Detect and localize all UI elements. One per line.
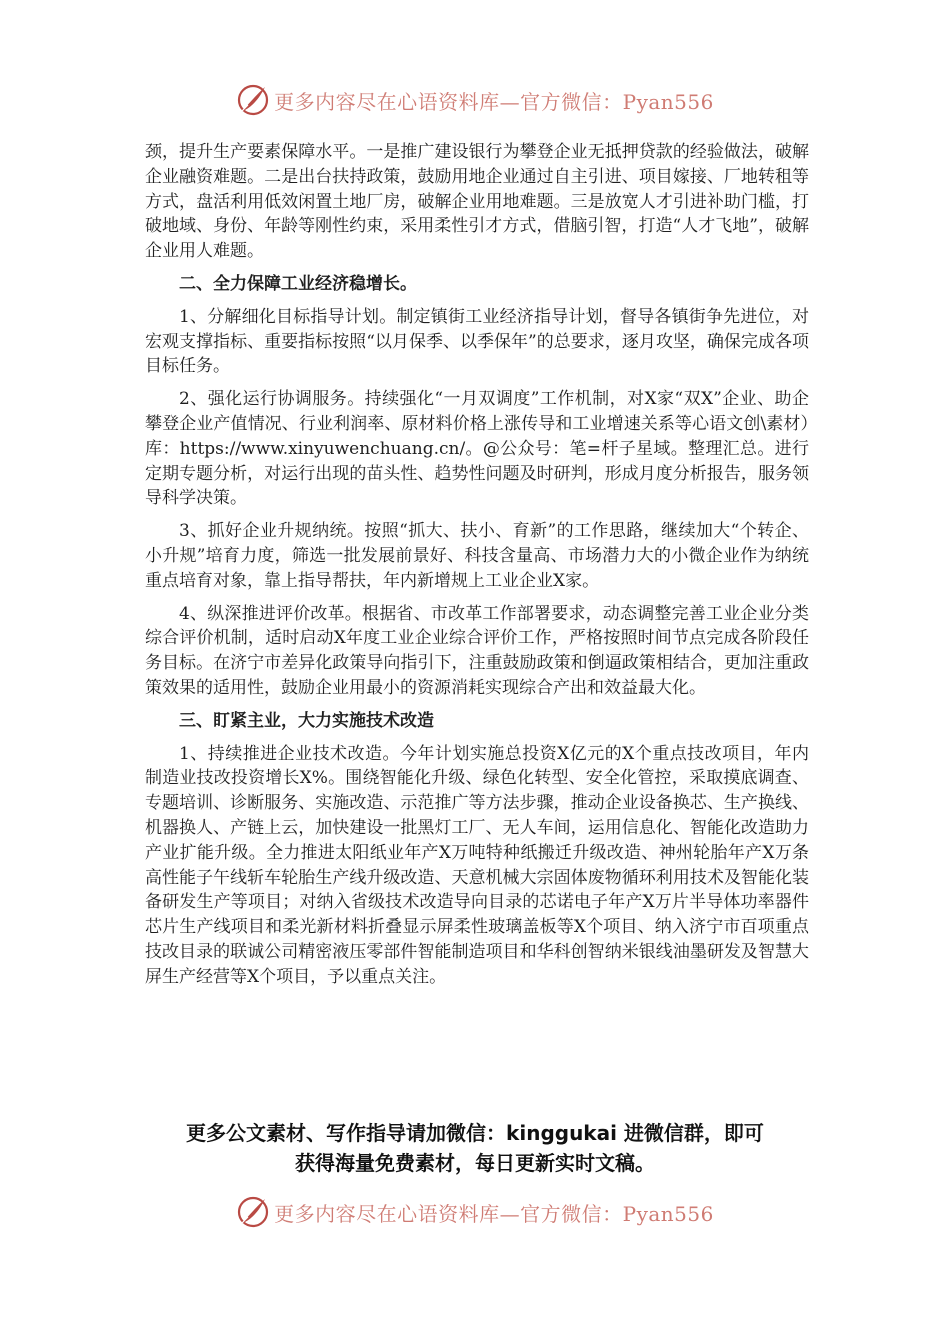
footer-banner	[0, 1192, 950, 1232]
quill-pen-logo-icon	[236, 83, 270, 117]
promo-line-1: 更多公文素材、写作指导请加微信：kinggukai 进微信群，即可	[186, 1121, 764, 1145]
section-heading-3: 三、盯紧主业，大力实施技术改造	[179, 710, 434, 731]
paragraph: 1、持续推进企业技术改造。今年计划实施总投资X亿元的X个重点技改项目，年内制造业技改投资增长X%。围绕智能化升级、绿色化转型、安全化管控，采取摸底调查、专题培训、诊断服务、实施改造、示范推广等方法步骤，推动企业设备换芯、生产换线、机器换人、产链上云，加快建设一批黑灯工厂、无人车间，运用信息化、智能化改造助力产业扩能升级。全力推进太阳纸业年产X万吨特种纸搬迁升级改造、神州轮胎年产X万条高性能子午线斩车轮胎生产线升级改造、天意机械大宗固体废物循环利用技术及智能化装备研发生产等项目；对纳入省级技术改造导向目录的芯诺电子年产X万片半导体功率器件芯片生产线项目和柔光新材料折叠显示屏柔性玻璃盖板等X个项目、纳入济宁市百项重点技改目录的联诚公司精密液压零部件智能制造项目和华科创智纳米银线油墨研发及智慧大屏生产经营等X个项目，予以重点关注。	[145, 743, 809, 987]
header-banner	[0, 80, 950, 120]
paragraph: 3、抓好企业升规纳统。按照“抓大、扶小、育新”的工作思路，继续加大“个转企、小升规”培育力度，筛选一批发展前景好、科技含量高、市场潜力大的小微企业作为纳统重点培育对象，靠上指导帮扶，年内新增规上工业企业X家。	[145, 521, 809, 591]
banner-text: 更多内容尽在心语资料库—官方微信：Pyan556	[274, 1201, 714, 1226]
paragraph: 颈，提升生产要素保障水平。一是推广建设银行为攀登企业无抵押贷款的经验做法，破解企业融资难题。二是出台扶持政策，鼓励用地企业通过自主引进、项目嫁接、厂地转租等方式，盘活利用低效闲置土地厂房，破解企业用地难题。三是放宽人才引进补助门槛，打破地域、身份、年龄等刚性约束，采用柔性引才方式，借脑引智，打造“人才飞地”，破解企业用人难题。	[145, 142, 809, 262]
promo-notice	[130, 1118, 820, 1178]
section-heading-2: 二、全力保障工业经济稳增长。	[179, 273, 417, 294]
paragraph: 4、纵深推进评价改革。根据省、市改革工作部署要求，动态调整完善工业企业分类综合评价机制，适时启动X年度工业企业综合评价工作，严格按照时间节点完成各阶段任务目标。在济宁市差异化政策导向指引下，注重鼓励政策和倒逼政策相结合，更加注重政策效果的适用性，鼓励企业用最小的资源消耗实现综合产出和效益最大化。	[145, 603, 809, 698]
paragraph: 1、分解细化目标指导计划。制定镇街工业经济指导计划，督导各镇街争先进位，对宏观支撑指标、重要指标按照“以月保季、以季保年”的总要求，逐月攻坚，确保完成各项目标任务。	[145, 306, 809, 377]
promo-line-2: 获得海量免费素材，每日更新实时文稿。	[295, 1151, 655, 1175]
quill-pen-logo-icon	[236, 1195, 270, 1229]
banner-text: 更多内容尽在心语资料库—官方微信：Pyan556	[274, 89, 714, 114]
paragraph: 2、强化运行协调服务。持续强化“一月双调度”工作机制，对X家“双X”企业、助企攀登企业产值情况、行业利润率、原材料价格上涨传导和工业增速关系等心语文创\素材）库：https://www.xinyuwenchuang.cn/。@公众号：笔=杆子星域。整理汇总。进行定期专题分析，对运行出现的苗头性、趋势性问题及时研判，形成月度分析报告，服务领导科学决策。	[145, 389, 809, 509]
document-body	[145, 140, 809, 998]
